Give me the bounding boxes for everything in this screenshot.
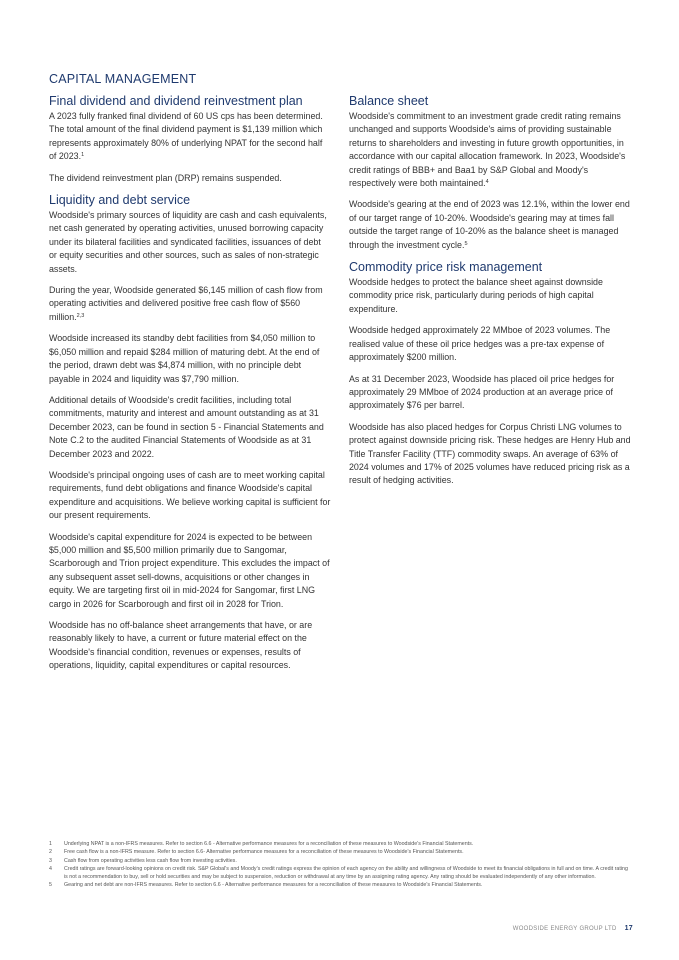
footnote-number: 2 [49,849,52,856]
paragraph: As at 31 December 2023, Woodside has placed oil price hedges for approximately 29 MMboe of 2024 production at an average price of approximately $76 per barrel. [349,373,615,411]
footnote-number: 3 [49,857,52,864]
right-column [349,94,634,496]
paragraph: Woodside's principal ongoing uses of cash are to meet working capital requirements, fund debt obligations and finance Woodside's capital expenditure and acquisitions. We believe working capital is sufficient for our present requirements. [49,469,331,521]
paragraph: Woodside has no off-balance sheet arrangements that have, or are reasonably likely to have, a current or future material effect on the Woodside's financial condition, revenues or expenses, results of operations, liquidity, capital expenditures or capital resources. [49,620,313,671]
footnote-number: 4 [49,865,52,872]
section-commodity-risk [349,260,634,488]
footnote [49,857,633,865]
footnote-ref: 1 [81,152,85,159]
footnote-text: Credit ratings are forward-looking opinions on credit risk. S&P Global's and Moody's credit ratings express the opinion of each agency on the ability and willingness of Woodside to meet its financial obligations in full and on time. A credit rating is not a recommendation to buy, sell or hold securities and may be subject to suspension, reduction or withdrawal at any time by an assigning rating agency. Any rating should be evaluated independently of any other information. [64,865,628,881]
paragraph: Additional details of Woodside's credit facilities, including total commitments, maturity and interest and amount outstanding as at 31 December 2023, can be found in section 5 - Financial Statements and Note C.2 to the audited Financial Statements of Woodside as at 31 December 2023 and 2022. [49,394,324,459]
footnote-ref: 4 [485,179,489,186]
paragraph: Woodside's gearing at the end of 2023 was 12.1%, within the lower end of our target range of 10-20%. Woodside's gearing may at times fall outside the target range of 10-20% as the balance sheet is managed through the investment cycle.$^5$ [349,199,630,250]
footnote-text: Gearing and net debt are non-IFRS measures. Refer to section 6.6 - Alternative performance measures for a reconciliation of these measures to Woodside's Financial Statements. [64,882,483,889]
footnote-text: Free cash flow is a non-IFRS measure. Refer to section 6.6- Alternative performance measures for a reconciliation of these measures to Woodside's Financial Statements. [64,849,464,856]
section-heading: Final dividend and dividend reinvestment plan [49,94,303,108]
paragraph: A 2023 fully franked final dividend of 60 US cps has been determined. The total amount of the final dividend payment is $1,139 million which represents approximately 80% of underlying NPAT for the second half of 2023.$^1$ [49,111,323,162]
page-footer [470,925,633,932]
page-title: CAPITAL MANAGEMENT [49,72,197,86]
paragraph: Woodside's capital expenditure for 2024 is expected to be between $5,000 million and $5,500 million primarily due to Sangomar, Scarborough and Trion project expenditure. This excludes the impact of any subsequent asset sell-downs, acquisitions or other changes in equity. We are targeting first oil in mid-2024 for Sangomar, first LNG cargo in 2026 for Scarborough and first oil in 2028 for Trion. [49,531,330,609]
footnote-ref: 2,3 [76,312,85,319]
footnotes [49,840,633,890]
paragraph: Woodside's commitment to an investment grade credit rating remains unchanged and supports Woodside's aims of providing sustainable returns to shareholders and investing in future growth opportunities, in accordance with our capital allocation framework. In 2023, Woodside's credit ratings of BBB+ and Baa1 by S&P Global and Moody's respectively were both maintained.$^4$ [349,111,626,189]
paragraph: Woodside hedges to protect the balance sheet against downside commodity price risk, particularly during periods of high capital expenditure. [349,277,603,314]
section-liquidity [49,193,331,673]
paragraph: During the year, Woodside generated $6,145 million of cash flow from operating activities and delivered positive free cash flow of $560 million.$^{2,3}$ [49,285,323,322]
section-heading: Balance sheet [349,94,429,108]
paragraph: Woodside hedged approximately 22 MMboe of 2023 volumes. The realised value of these oil price hedges was a pre-tax expense of approximately $200 million. [349,325,611,363]
page-number: 17 [624,925,633,932]
footnote [49,848,633,856]
paragraph: Woodside's primary sources of liquidity are cash and cash equivalents, net cash generated by operating activities, unused borrowing capacity under its bilateral facilities and syndicated facilities, issuances of debt or equity securities and other sources, such as sales of non-strategic assets. [49,210,327,274]
paragraph: Woodside increased its standby debt facilities from $4,050 million to $6,050 million and repaid $284 million of maturing debt. At the end of the period, drawn debt was $4,874 million, with no principle debt payable in 2024 and liquidity was $7,790 million. [49,333,320,384]
footnote-number: 5 [49,882,52,889]
footnote [49,840,633,848]
footnote-number: 1 [49,841,52,847]
left-column [49,94,331,681]
section-balance-sheet [349,94,634,252]
footnote [49,881,633,889]
section-final-dividend [49,94,331,185]
footnote-ref: 5 [464,240,468,247]
footnote [49,865,633,882]
footnote-text: Cash flow from operating activities less cash flow from investing activities. [64,857,237,864]
paragraph: Woodside has also placed hedges for Corpus Christi LNG volumes to protect against downside pricing risk. These hedges are Henry Hub and Title Transfer Facility (TTF) commodity swaps. An average of 63% of 2024 volumes and 17% of 2025 volumes have reduced pricing risk as a result of hedging activities. [349,421,631,486]
section-heading: Liquidity and debt service [49,193,191,208]
footnote-text: Underlying NPAT is a non-IFRS measures. Refer to section 6.6 - Alternative performance measures for a reconciliation of these measures to Woodside's Financial Statements. [64,841,474,847]
paragraph: The dividend reinvestment plan (DRP) remains suspended. [49,172,282,183]
company-name: WOODSIDE ENERGY GROUP LTD [512,926,617,932]
section-heading: Commodity price risk management [349,260,543,275]
